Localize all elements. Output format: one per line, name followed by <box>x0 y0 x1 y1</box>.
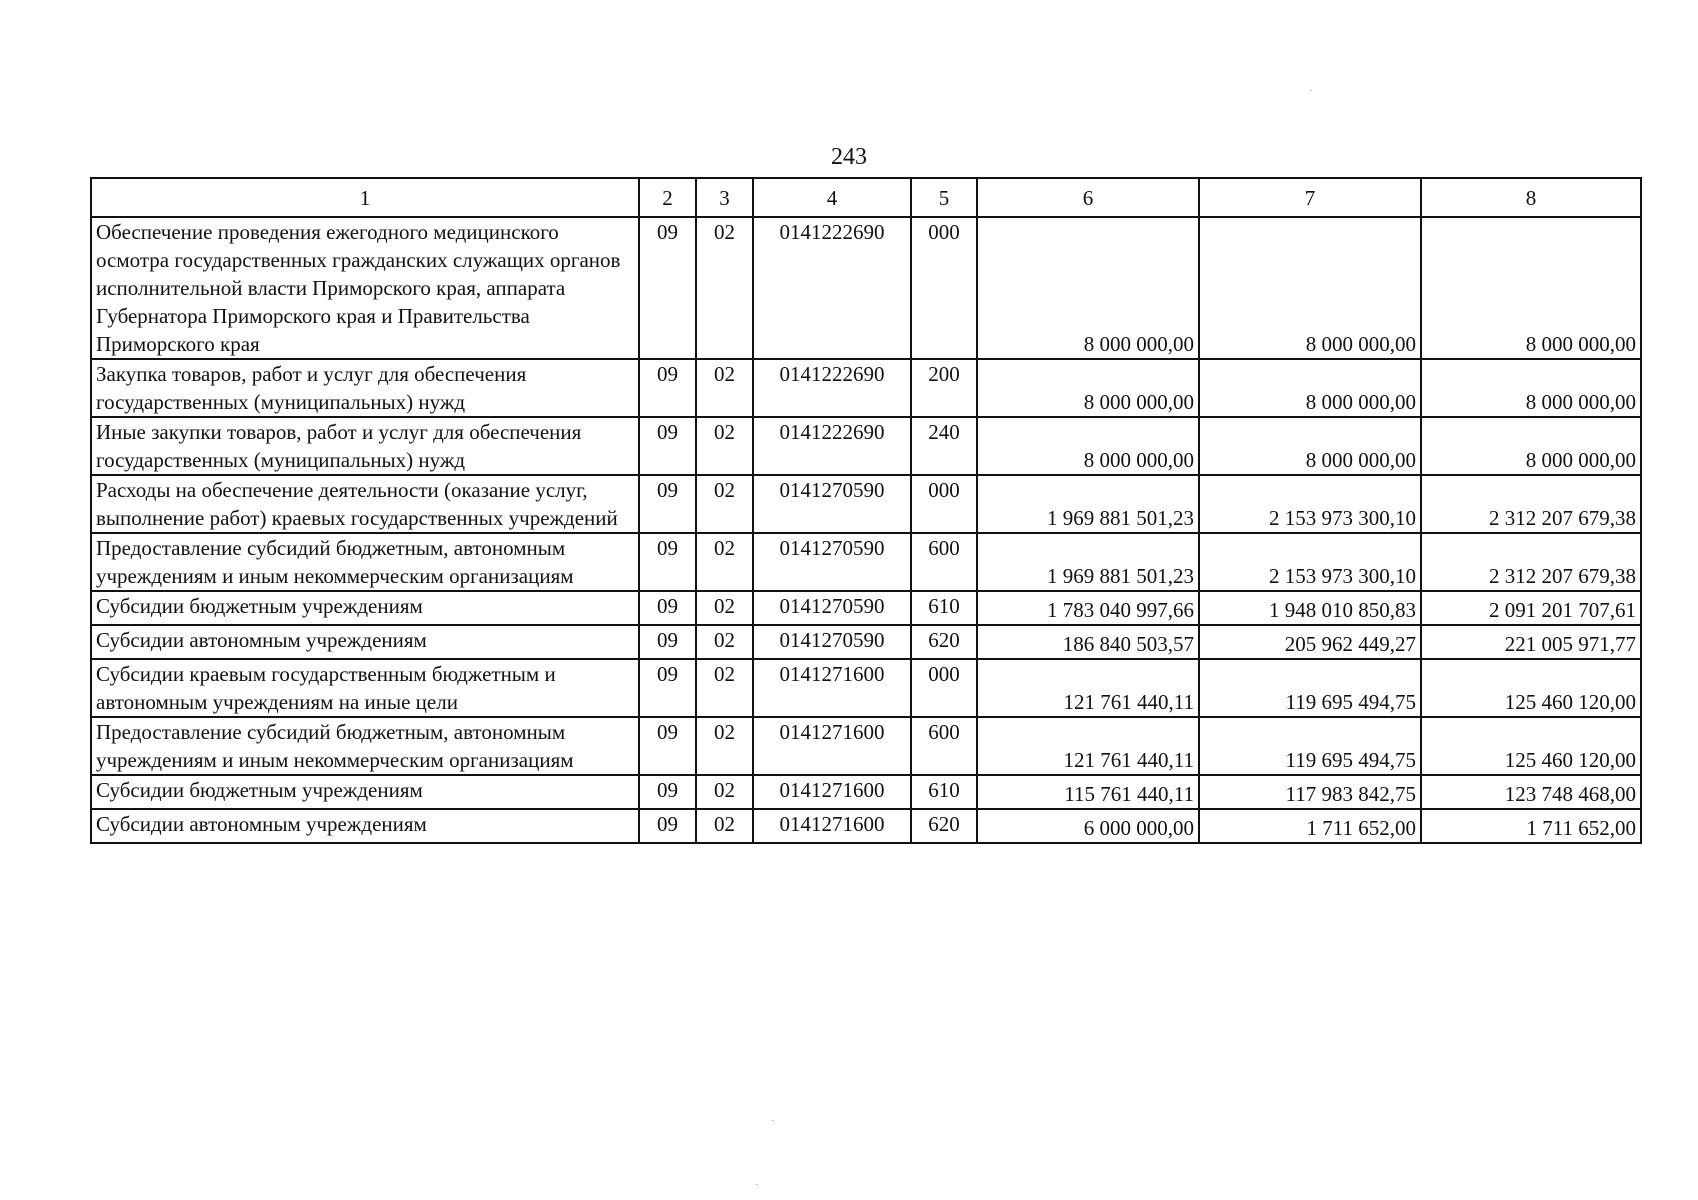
amount-col6-cell: 115 761 440,11 <box>977 775 1199 809</box>
expense-type-cell: 600 <box>911 717 977 775</box>
amount-col6-cell: 186 840 503,57 <box>977 625 1199 659</box>
amount-col6-cell: 1 969 881 501,23 <box>977 533 1199 591</box>
amount-col8-cell: 125 460 120,00 <box>1421 717 1641 775</box>
row-name-cell: Закупка товаров, работ и услуг для обеспечения государственных (муниципальных) нужд <box>91 359 639 417</box>
amount-col8-cell: 123 748 468,00 <box>1421 775 1641 809</box>
table-row <box>91 475 1641 533</box>
amount-col8-cell: 8 000 000,00 <box>1421 417 1641 475</box>
target-code-cell: 0141271600 <box>753 717 911 775</box>
header-cell: 2 <box>639 178 696 217</box>
subsection-code-cell: 02 <box>696 217 753 359</box>
section-code-cell: 09 <box>639 659 696 717</box>
amount-col6-cell: 8 000 000,00 <box>977 417 1199 475</box>
subsection-code-cell: 02 <box>696 775 753 809</box>
expense-type-cell: 000 <box>911 217 977 359</box>
amount-col6-cell: 121 761 440,11 <box>977 659 1199 717</box>
amount-col8-cell: 125 460 120,00 <box>1421 659 1641 717</box>
row-name-cell: Субсидии автономным учреждениям <box>91 625 639 659</box>
row-name-cell: Предоставление субсидий бюджетным, автономным учреждениям и иным некоммерческим организациям <box>91 717 639 775</box>
header-cell: 8 <box>1421 178 1641 217</box>
row-name-cell: Иные закупки товаров, работ и услуг для обеспечения государственных (муниципальных) нужд <box>91 417 639 475</box>
row-name-cell: Субсидии краевым государственным бюджетным и автономным учреждениям на иные цели <box>91 659 639 717</box>
header-row <box>91 178 1641 217</box>
target-code-cell: 0141222690 <box>753 217 911 359</box>
amount-col6-cell: 6 000 000,00 <box>977 809 1199 843</box>
amount-col8-cell: 2 091 201 707,61 <box>1421 591 1641 625</box>
header-cell: 6 <box>977 178 1199 217</box>
row-name-cell: Расходы на обеспечение деятельности (оказание услуг, выполнение работ) краевых государственных учреждений <box>91 475 639 533</box>
header-cell: 1 <box>91 178 639 217</box>
amount-col7-cell: 205 962 449,27 <box>1199 625 1421 659</box>
amount-col6-cell: 1 969 881 501,23 <box>977 475 1199 533</box>
target-code-cell: 0141222690 <box>753 359 911 417</box>
table-row <box>91 591 1641 625</box>
amount-col8-cell: 1 711 652,00 <box>1421 809 1641 843</box>
section-code-cell: 09 <box>639 591 696 625</box>
row-name-cell: Предоставление субсидий бюджетным, автономным учреждениям и иным некоммерческим организациям <box>91 533 639 591</box>
target-code-cell: 0141270590 <box>753 591 911 625</box>
table-row <box>91 717 1641 775</box>
amount-col8-cell: 2 312 207 679,38 <box>1421 533 1641 591</box>
expense-type-cell: 610 <box>911 775 977 809</box>
subsection-code-cell: 02 <box>696 533 753 591</box>
amount-col8-cell: 2 312 207 679,38 <box>1421 475 1641 533</box>
table-row <box>91 217 1641 359</box>
amount-col6-cell: 121 761 440,11 <box>977 717 1199 775</box>
table-row <box>91 809 1641 843</box>
expense-type-cell: 600 <box>911 533 977 591</box>
subsection-code-cell: 02 <box>696 717 753 775</box>
amount-col7-cell: 8 000 000,00 <box>1199 417 1421 475</box>
subsection-code-cell: 02 <box>696 659 753 717</box>
expense-type-cell: 000 <box>911 659 977 717</box>
scan-speck <box>772 1120 774 1121</box>
amount-col6-cell: 1 783 040 997,66 <box>977 591 1199 625</box>
expense-type-cell: 200 <box>911 359 977 417</box>
row-name-cell: Субсидии автономным учреждениям <box>91 809 639 843</box>
amount-col7-cell: 119 695 494,75 <box>1199 717 1421 775</box>
header-cell: 5 <box>911 178 977 217</box>
expense-type-cell: 240 <box>911 417 977 475</box>
amount-col7-cell: 119 695 494,75 <box>1199 659 1421 717</box>
table-row <box>91 659 1641 717</box>
amount-col7-cell: 117 983 842,75 <box>1199 775 1421 809</box>
header-cell: 3 <box>696 178 753 217</box>
section-code-cell: 09 <box>639 359 696 417</box>
amount-col7-cell: 1 948 010 850,83 <box>1199 591 1421 625</box>
target-code-cell: 0141271600 <box>753 809 911 843</box>
scan-speck <box>756 1184 758 1185</box>
row-name-cell: Субсидии бюджетным учреждениям <box>91 591 639 625</box>
page-number: 243 <box>831 144 867 170</box>
subsection-code-cell: 02 <box>696 359 753 417</box>
amount-col7-cell: 1 711 652,00 <box>1199 809 1421 843</box>
amount-col8-cell: 221 005 971,77 <box>1421 625 1641 659</box>
budget-table <box>90 177 1642 844</box>
section-code-cell: 09 <box>639 475 696 533</box>
header-cell: 4 <box>753 178 911 217</box>
row-name-cell: Субсидии бюджетным учреждениям <box>91 775 639 809</box>
amount-col6-cell: 8 000 000,00 <box>977 217 1199 359</box>
subsection-code-cell: 02 <box>696 475 753 533</box>
amount-col7-cell: 2 153 973 300,10 <box>1199 475 1421 533</box>
target-code-cell: 0141270590 <box>753 533 911 591</box>
section-code-cell: 09 <box>639 625 696 659</box>
section-code-cell: 09 <box>639 775 696 809</box>
table-row <box>91 775 1641 809</box>
target-code-cell: 0141271600 <box>753 775 911 809</box>
target-code-cell: 0141271600 <box>753 659 911 717</box>
row-name-cell: Обеспечение проведения ежегодного медицинского осмотра государственных гражданских служащих органов исполнительной власти Приморского края, аппарата Губернатора Приморского края и Правительства Приморского края <box>91 217 639 359</box>
section-code-cell: 09 <box>639 217 696 359</box>
subsection-code-cell: 02 <box>696 417 753 475</box>
target-code-cell: 0141270590 <box>753 625 911 659</box>
expense-type-cell: 620 <box>911 625 977 659</box>
target-code-cell: 0141222690 <box>753 417 911 475</box>
expense-type-cell: 620 <box>911 809 977 843</box>
scan-speck <box>1310 90 1312 91</box>
section-code-cell: 09 <box>639 717 696 775</box>
amount-col7-cell: 2 153 973 300,10 <box>1199 533 1421 591</box>
section-code-cell: 09 <box>639 417 696 475</box>
target-code-cell: 0141270590 <box>753 475 911 533</box>
table-row <box>91 625 1641 659</box>
table-row <box>91 417 1641 475</box>
subsection-code-cell: 02 <box>696 809 753 843</box>
section-code-cell: 09 <box>639 533 696 591</box>
section-code-cell: 09 <box>639 809 696 843</box>
subsection-code-cell: 02 <box>696 625 753 659</box>
amount-col6-cell: 8 000 000,00 <box>977 359 1199 417</box>
amount-col8-cell: 8 000 000,00 <box>1421 217 1641 359</box>
expense-type-cell: 000 <box>911 475 977 533</box>
header-cell: 7 <box>1199 178 1421 217</box>
amount-col8-cell: 8 000 000,00 <box>1421 359 1641 417</box>
table-row <box>91 533 1641 591</box>
expense-type-cell: 610 <box>911 591 977 625</box>
subsection-code-cell: 02 <box>696 591 753 625</box>
amount-col7-cell: 8 000 000,00 <box>1199 359 1421 417</box>
table-row <box>91 359 1641 417</box>
amount-col7-cell: 8 000 000,00 <box>1199 217 1421 359</box>
